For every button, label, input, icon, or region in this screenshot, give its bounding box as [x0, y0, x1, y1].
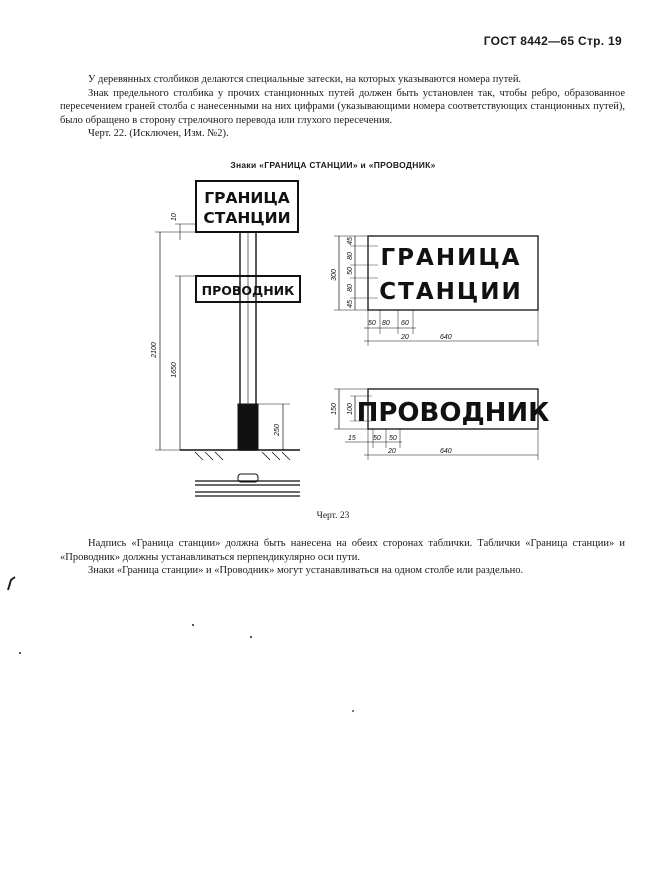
pole-stripe	[238, 404, 258, 450]
dim-label: 50	[389, 435, 397, 442]
dim-label: 640	[440, 334, 452, 341]
figure-caption: Черт. 23	[316, 511, 350, 521]
paragraph: Надпись «Граница станции» должна быть нанесена на обеих сторонах таблички. Таблички «Граница станции» и «Проводник» должны устанавливаться перпендикулярно оси пути.	[60, 538, 625, 563]
text-block-top	[60, 73, 625, 141]
figure-title: Знаки «ГРАНИЦА СТАНЦИИ» и «ПРОВОДНИК»	[230, 160, 436, 170]
dim-label: 50	[373, 435, 381, 442]
dim-label: 80	[347, 252, 354, 260]
dim-label: 60	[401, 320, 409, 327]
dim-label: 45	[347, 300, 354, 308]
dim-label: 20	[388, 448, 396, 455]
paragraph: Знак предельного столбика у прочих станционных путей должен быть установлен так, чтобы ребро, образованное пересечением граней столба с нанесенными на них цифрами (указывающими номера соответствующих станционных путей), было обращено в сторону стрелочного перевода или глухого пересечения.	[60, 87, 625, 126]
dim-label: 50	[368, 320, 376, 327]
dim-label: 100	[347, 403, 354, 415]
speck	[19, 652, 21, 654]
speck	[192, 624, 194, 626]
paragraph: Знаки «Граница станции» и «Проводник» могут устанавливаться на одном столбе или раздельно.	[88, 565, 524, 576]
dim-label: 15	[348, 435, 356, 442]
dim-label: 1650	[171, 362, 178, 378]
dim-label: 80	[347, 284, 354, 292]
sign-station-line2: СТАНЦИИ	[203, 209, 291, 227]
speck	[250, 636, 252, 638]
paragraph: Черт. 22. (Исключен, Изм. №2).	[88, 128, 229, 139]
figure-drawing	[0, 170, 666, 510]
page-header: ГОСТ 8442—65 Стр. 19	[483, 34, 622, 48]
dim-label: 45	[347, 237, 354, 245]
dim-label: 150	[331, 403, 338, 415]
station-detail-line2: СТАНЦИИ	[379, 279, 523, 305]
dim-label: 250	[274, 424, 281, 436]
speck	[352, 710, 354, 712]
dim-label: 50	[347, 267, 354, 275]
paragraph: У деревянных столбиков делаются специальные затески, на которых указываются номера путей.	[88, 74, 522, 85]
sign-guide-label: ПРОВОДНИК	[201, 283, 295, 298]
dim-label: 300	[331, 269, 338, 281]
sign-station-line1: ГРАНИЦА	[204, 189, 290, 207]
text-block-bottom	[60, 537, 625, 578]
guide-detail-label: ПРОВОДНИК	[356, 398, 550, 428]
dim-label: 80	[382, 320, 390, 327]
dim-label: 10	[171, 213, 178, 221]
station-detail-line1: ГРАНИЦА	[380, 245, 522, 271]
dim-label: 2100	[151, 342, 158, 358]
dim-label: 640	[440, 448, 452, 455]
margin-check-mark	[6, 576, 16, 592]
dim-label: 20	[401, 334, 409, 341]
